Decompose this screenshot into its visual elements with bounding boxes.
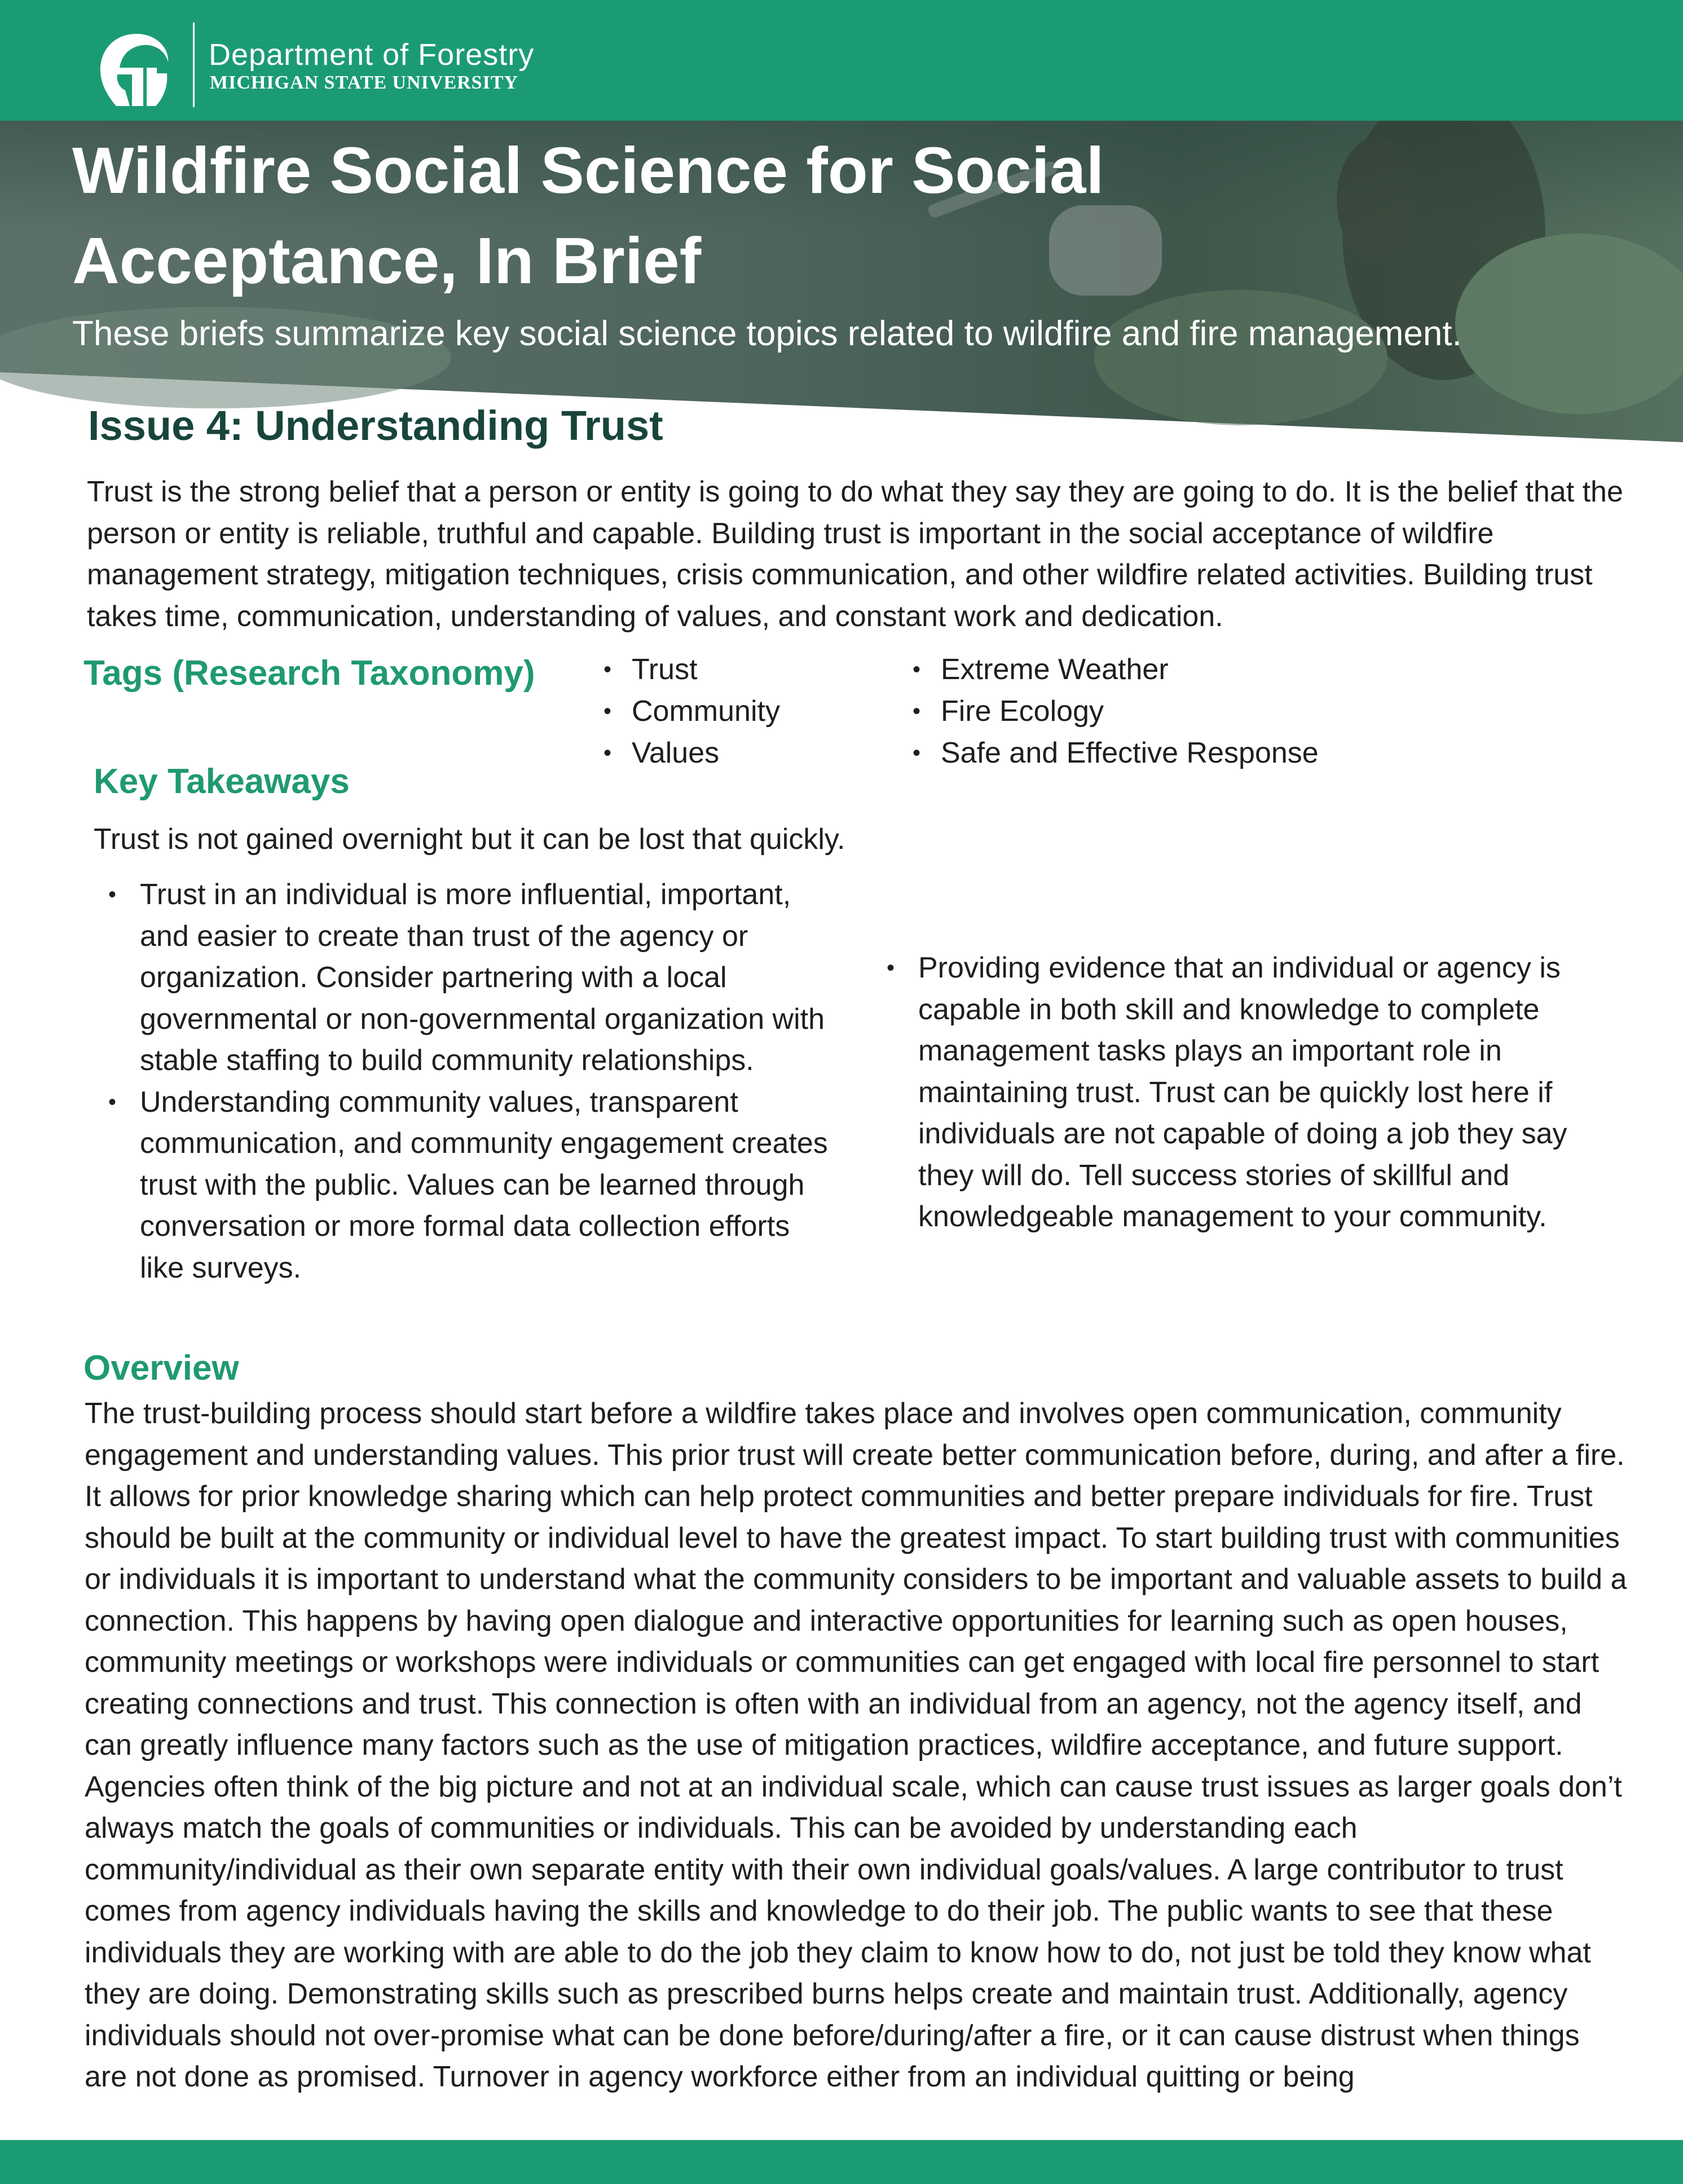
- takeaway-item: • Trust in an individual is more influential, important, and easier to create than trust of the agency or organization. Consider partnering with a local governmental or non-governmental organization with stable staffing to build community relationships.: [108, 874, 842, 1082]
- tags-heading: Tags (Research Taxonomy): [83, 654, 535, 693]
- tag-item: • Values: [603, 732, 780, 774]
- hero-subtitle: These briefs summarize key social science topics related to wildfire and fire management.: [72, 314, 1462, 353]
- university-name: MICHIGAN STATE UNIVERSITY: [210, 72, 519, 93]
- takeaways-list-left: [108, 874, 842, 1289]
- takeaway-item: • Providing evidence that an individual or agency is capable in both skill and knowledge to complete management tasks plays an important role in maintaining trust. Trust can be quickly lost here if individuals are not capable of doing a job they say they will do. Tell success stories of skillful and knowledgeable management to your community.: [887, 948, 1620, 1238]
- tag-item: • Trust: [603, 649, 780, 690]
- overview-paragraph: The trust-building process should start before a wildfire takes place and involves open communication, community engagement and understanding values. This prior trust will create better communication before, during, and after a fire. It allows for prior knowledge sharing which can help protect communities and better prepare individuals for fire. Trust should be built at the community or individual level to have the greatest impact. To start building trust with communities or individuals it is important to understand what the community considers to be important and valuable assets to build a connection. This happens by having open dialogue and interactive opportunities for learning such as open houses, community meetings or workshops were individuals or communities can get engaged with local fire personnel to start creating connections and trust. This connection is often with an individual from an agency, not the agency itself, and can greatly influence many factors such as the use of mitigation practices, wildfire acceptance, and future support. Agencies often think of the big picture and not at an individual scale, which can cause trust issues as larger goals don’t always match the goals of communities or individuals. This can be avoided by understanding each community/individual as their own separate entity with their own individual goals/values. A large contributor to trust comes from agency individuals having the skills and knowledge to do their job. The public wants to see that these individuals they are working with are able to do the job they claim to know how to do, not just be told they know what they are doing. Demonstrating skills such as prescribed burns helps create and maintain trust. Additionally, agency individuals should not over-promise what can be done before/during/after a fire, or it can cause distrust when things are not done as promised. Turnover in agency workforce either from an individual quitting or being: [85, 1397, 1627, 2093]
- spartan-helmet-icon: [97, 32, 170, 108]
- tag-item: • Extreme Weather: [913, 649, 1319, 690]
- tag-item: • Fire Ecology: [913, 690, 1319, 732]
- tags-list-left: [603, 649, 780, 774]
- tag-item: • Safe and Effective Response: [913, 732, 1319, 774]
- takeaways-list-right: [887, 948, 1620, 1238]
- header-band: [0, 0, 1683, 121]
- tags-list-right: [913, 649, 1319, 774]
- issue-title: Issue 4: Understanding Trust: [88, 402, 663, 449]
- tag-item: • Community: [603, 690, 780, 732]
- department-name: Department of Forestry: [209, 38, 535, 72]
- logo-divider: [193, 23, 195, 107]
- intro-paragraph: Trust is the strong belief that a person or entity is going to do what they say they are going to do. It is the belief that the person or entity is reliable, truthful and capable. Building trust is important in the social acceptance of wildfire management strategy, mitigation techniques, crisis communication, and other wildfire related activities. Building trust takes time, communication, understanding of values, and constant work and dedication.: [87, 475, 1623, 633]
- overview-heading: Overview: [83, 1349, 239, 1388]
- takeaways-intro: Trust is not gained overnight but it can be lost that quickly.: [94, 823, 845, 856]
- footer-band: [0, 2140, 1683, 2184]
- takeaway-item: • Understanding community values, transparent communication, and community engagement creates trust with the public. Values can be learned through conversation or more formal data collection efforts like surveys.: [108, 1082, 842, 1289]
- hero-title: Wildfire Social Science for Social Acceptance, In Brief: [72, 134, 1104, 297]
- takeaways-heading: Key Takeaways: [94, 762, 350, 801]
